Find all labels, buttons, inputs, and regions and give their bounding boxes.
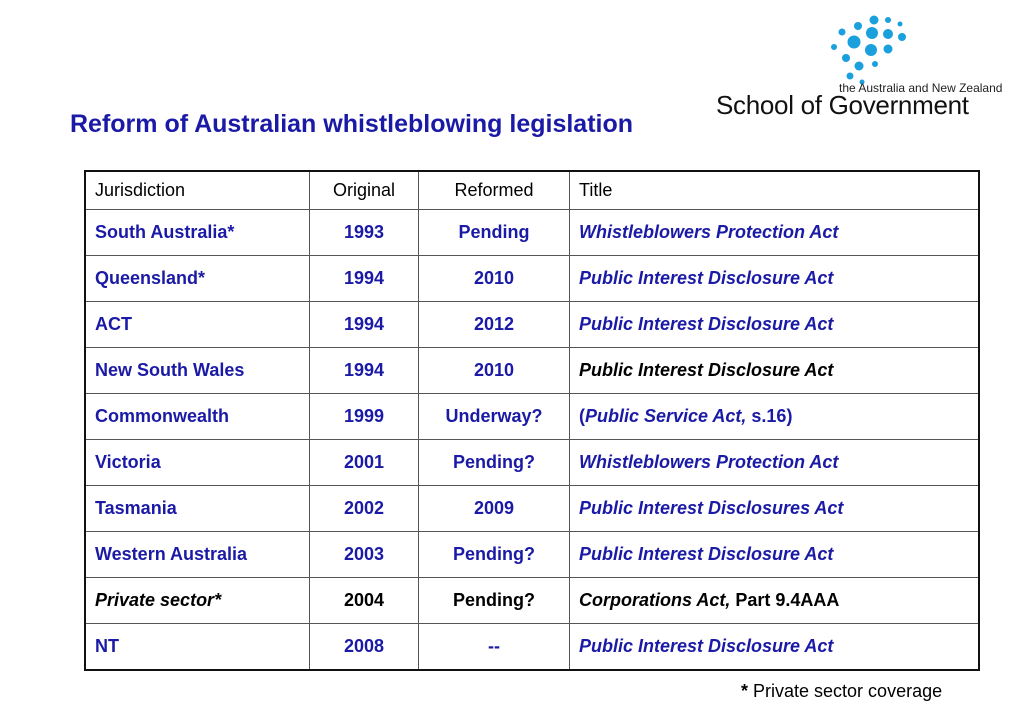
cell-jurisdiction: NT (85, 624, 310, 671)
cell-jurisdiction: Private sector* (85, 578, 310, 624)
cell-jurisdiction: Western Australia (85, 532, 310, 578)
logo-tagline: the Australia and New Zealand (839, 81, 1003, 95)
cell-title (570, 440, 980, 486)
cell-reformed: 2010 (419, 348, 570, 394)
cell-title (570, 256, 980, 302)
header-reformed: Reformed (419, 171, 570, 210)
cell-original: 1994 (310, 348, 419, 394)
title-italic: Public Interest Disclosure Act (579, 360, 834, 380)
cell-reformed: 2010 (419, 256, 570, 302)
table-row (85, 440, 979, 486)
table-header-row (85, 171, 979, 210)
cell-jurisdiction: ACT (85, 302, 310, 348)
table-row (85, 532, 979, 578)
table-row (85, 210, 979, 256)
table-row (85, 256, 979, 302)
cell-original: 2002 (310, 486, 419, 532)
table-row (85, 578, 979, 624)
cell-original: 1994 (310, 256, 419, 302)
cell-reformed: 2009 (419, 486, 570, 532)
title-suffix: Part 9.4AAA (730, 590, 840, 610)
table-row (85, 302, 979, 348)
title-italic: Public Interest Disclosure Act (579, 636, 834, 656)
title-italic: Public Service Act, (585, 406, 747, 426)
cell-title (570, 578, 980, 624)
anzsog-logo (716, 12, 1016, 122)
title-italic: Corporations Act, (579, 590, 731, 610)
table-row (85, 348, 979, 394)
cell-title (570, 624, 980, 671)
header-title: Title (570, 171, 980, 210)
legislation-table (84, 170, 980, 671)
cell-title (570, 302, 980, 348)
title-italic: Whistleblowers Protection Act (579, 452, 839, 472)
cell-reformed: -- (419, 624, 570, 671)
table-row (85, 394, 979, 440)
footnote-star: * (741, 681, 749, 701)
cell-title (570, 394, 980, 440)
title-italic: Public Interest Disclosures Act (579, 498, 844, 518)
footnote-text: Private sector coverage (748, 681, 943, 701)
title-open-paren: ( (579, 406, 585, 426)
title-italic: Public Interest Disclosure Act (579, 314, 834, 334)
cell-original: 2004 (310, 578, 419, 624)
logo-name: School of Government (716, 90, 969, 120)
cell-reformed: Pending? (419, 532, 570, 578)
cell-original: 1999 (310, 394, 419, 440)
title-close-paren: ) (786, 406, 793, 426)
title-italic: Public Interest Disclosure Act (579, 544, 834, 564)
title-italic: Whistleblowers Protection Act (579, 222, 839, 242)
cell-jurisdiction: South Australia* (85, 210, 310, 256)
table-row (85, 486, 979, 532)
header-jurisdiction: Jurisdiction (85, 171, 310, 210)
cell-original: 1993 (310, 210, 419, 256)
cell-reformed: Pending? (419, 578, 570, 624)
cell-reformed: Pending (419, 210, 570, 256)
cell-jurisdiction: Commonwealth (85, 394, 310, 440)
cell-title (570, 532, 980, 578)
cell-jurisdiction: Tasmania (85, 486, 310, 532)
cell-jurisdiction: New South Wales (85, 348, 310, 394)
cell-reformed: 2012 (419, 302, 570, 348)
cell-title (570, 348, 980, 394)
cell-original: 2001 (310, 440, 419, 486)
cell-jurisdiction: Victoria (85, 440, 310, 486)
footnote (741, 681, 942, 702)
header-original: Original (310, 171, 419, 210)
cell-jurisdiction: Queensland* (85, 256, 310, 302)
cell-original: 2003 (310, 532, 419, 578)
cell-title (570, 210, 980, 256)
table-row (85, 624, 979, 671)
title-suffix: s.16 (746, 406, 787, 426)
cell-title (570, 486, 980, 532)
slide-title: Reform of Australian whistleblowing legislation (70, 110, 634, 138)
cell-reformed: Pending? (419, 440, 570, 486)
title-italic: Public Interest Disclosure Act (579, 268, 834, 288)
logo-dots-icon (792, 12, 912, 92)
cell-reformed: Underway? (419, 394, 570, 440)
cell-original: 2008 (310, 624, 419, 671)
cell-original: 1994 (310, 302, 419, 348)
